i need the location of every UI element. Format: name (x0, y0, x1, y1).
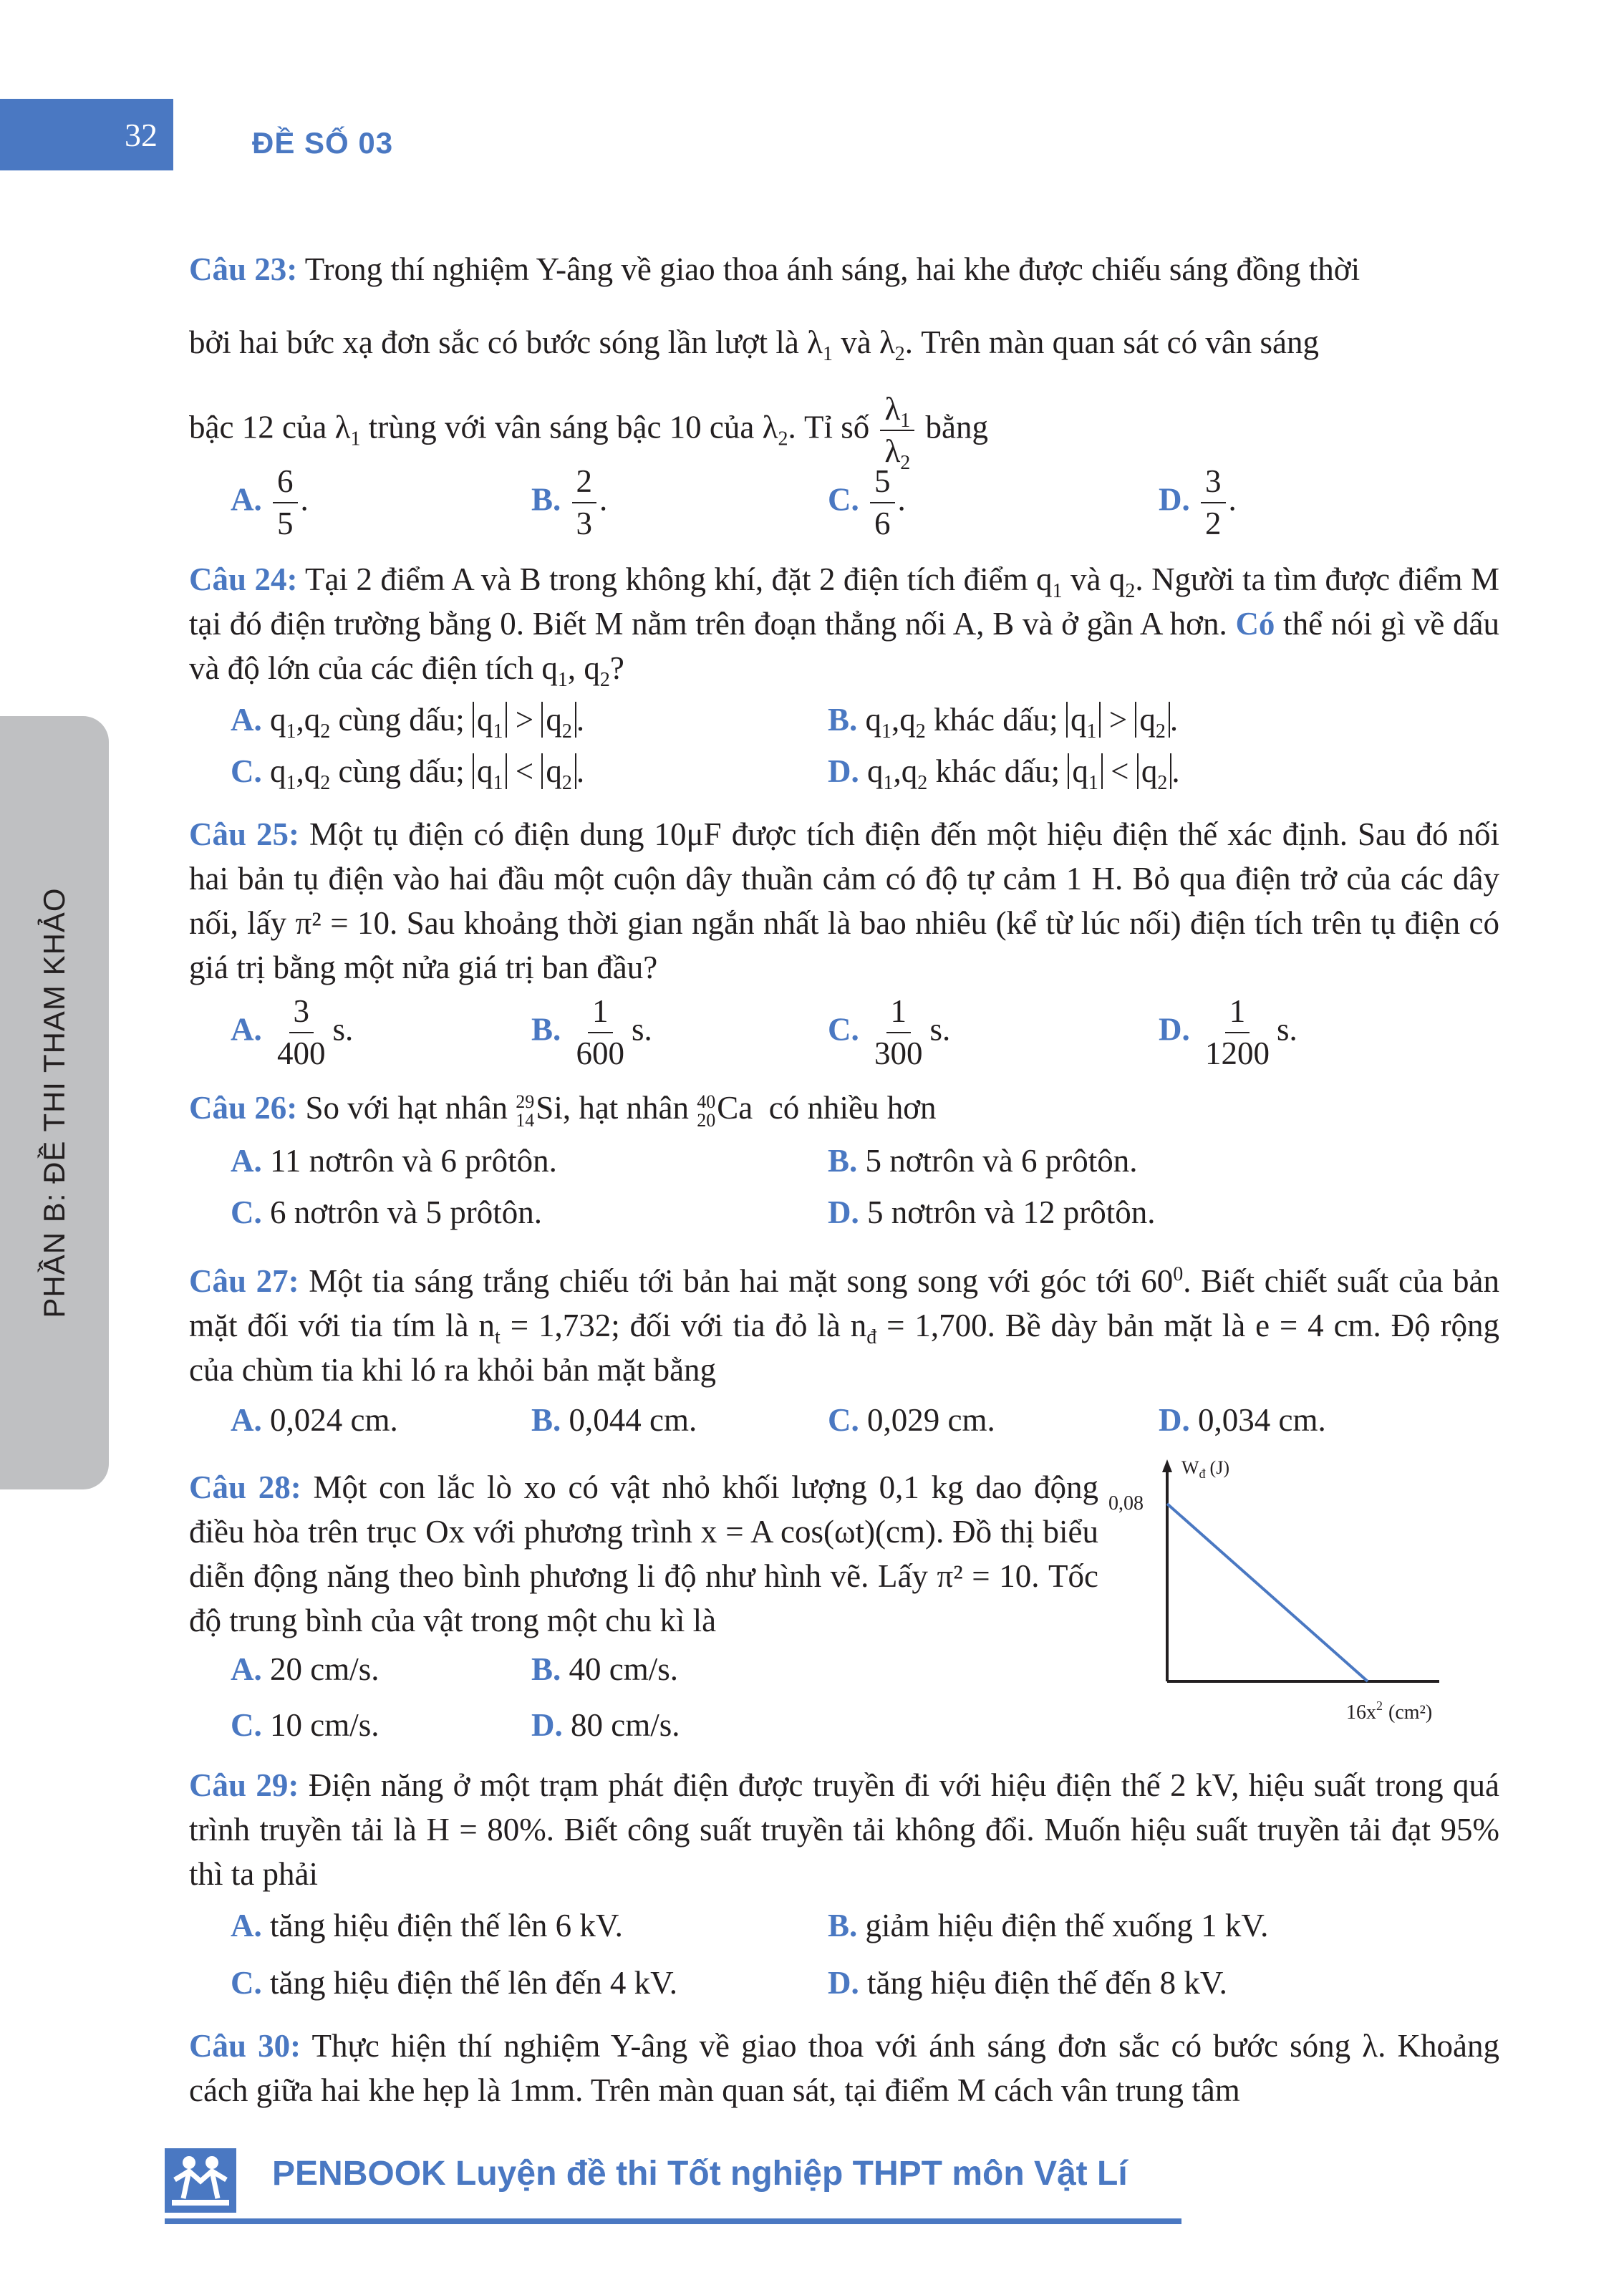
mass-number: 40 (697, 1091, 716, 1112)
option-text: 0,024 cm. (270, 1402, 398, 1438)
question-label: Câu 27: (189, 1263, 299, 1299)
option-label: C. (828, 481, 859, 518)
option-label: A. (231, 1011, 262, 1048)
option-text: 10 cm/s. (270, 1707, 380, 1743)
option-text: tăng hiệu điện thế lên 6 kV. (270, 1908, 623, 1943)
atomic-number: 20 (697, 1109, 716, 1131)
option-label: B. (531, 1011, 561, 1048)
option-label: A. (231, 1651, 262, 1687)
y-axis-label: $W_đ$ (J) (1181, 1457, 1229, 1481)
q26-option-a[interactable] (231, 1139, 557, 1183)
lambda-symbol: λ (884, 433, 901, 469)
question-26 (189, 1086, 1499, 1130)
unit: s. (632, 1011, 652, 1048)
element-symbol: Ca (717, 1090, 753, 1126)
q27-option-a[interactable] (231, 1398, 398, 1442)
question-text: trùng với vân sáng bậc 10 của (368, 409, 755, 445)
question-text: thể nói gì về dấu và độ lớn của các điện tích q (189, 606, 1500, 686)
option-label: A. (231, 702, 262, 738)
fraction-denominator: 300 (874, 1035, 923, 1071)
option-text: 0,029 cm. (867, 1402, 995, 1438)
question-text: . Trên màn quan sát có vân sáng (904, 324, 1320, 360)
q23-option-a[interactable]: A. $\frac{6}{5}$ . (231, 463, 309, 541)
q27-option-b[interactable] (531, 1398, 697, 1442)
footer-title: PENBOOK Luyện đề thi Tốt nghiệp THPT môn Vật Lí (272, 2155, 1128, 2193)
question-text: bởi hai bức xạ đơn sắc có bước sóng lần lượt là (189, 324, 799, 360)
question-label: Câu 24: (189, 561, 298, 597)
option-label: B. (531, 1651, 561, 1687)
q23-option-c[interactable]: C. $\frac{5}{6}$ . (828, 463, 906, 541)
kinetic-energy-graph (1103, 1454, 1504, 1740)
question-text: và (841, 324, 871, 360)
fraction-numerator: 3 (1201, 465, 1226, 503)
question-text: Một tia sáng trắng chiếu tới bản hai mặt song song với góc tới 60 (309, 1263, 1174, 1299)
question-text: Điện năng ở một trạm phát điện được truyền đi với hiệu điện thế 2 kV, hiệu suất trong quá trình truyền tải là H = 80%. Biết công suất truyền tải không đổi. Muốn hiệu suất truyền tải đạt 95% thì ta phải (189, 1767, 1500, 1892)
y-axis-arrow (1162, 1459, 1172, 1472)
option-text: 11 nơtrôn và 6 prôtôn. (270, 1143, 557, 1179)
footer-divider (165, 2218, 1181, 2224)
question-label: Câu 23: (189, 251, 298, 287)
subscript: t (495, 1326, 501, 1348)
subscript: 1 (900, 410, 911, 432)
option-label: D. (828, 753, 859, 789)
option-text: 6 nơtrôn và 5 prôtôn. (270, 1194, 542, 1230)
fraction-numerator: 6 (273, 465, 298, 503)
option-text: tăng hiệu điện thế lên đến 4 kV. (270, 1965, 678, 2001)
option-text: 0,034 cm. (1198, 1402, 1326, 1438)
q27-option-d[interactable] (1159, 1398, 1326, 1442)
equation: x = A cos(ωt)(cm) (700, 1514, 936, 1550)
q28-option-b[interactable] (531, 1647, 678, 1691)
unit: s. (332, 1011, 354, 1048)
option-label: C. (231, 1194, 262, 1230)
option-label: C. (828, 1011, 859, 1048)
element-symbol: Si (536, 1090, 563, 1126)
lambda-symbol: λ (807, 324, 823, 360)
option-text: 0,044 cm. (569, 1402, 697, 1438)
question-text: bậc 12 của (189, 409, 327, 445)
option-text: 40 cm/s. (569, 1651, 679, 1687)
question-text: Trong thí nghiệm Y-âng về giao thoa ánh sáng, hai khe được chiếu sáng đồng thời (304, 251, 1360, 287)
option-text: cùng dấu; (338, 702, 465, 738)
q25-option-b[interactable] (531, 995, 652, 1070)
question-text: . Sau khoảng thời gian ngắn nhất là bao nhiêu (kể từ lúc nối) điện tích trên tụ điện có giá trị bằng một nửa giá trị ban đầu? (189, 905, 1500, 985)
q25-option-a[interactable] (231, 995, 353, 1070)
question-text: có nhiều hơn (768, 1090, 937, 1126)
question-label: Câu 26: (189, 1090, 298, 1126)
q24-option-b[interactable]: B. $q_1,q_2$ khác dấu; $q_1 > q_2$ . (828, 702, 1179, 743)
question-text: . Biết chiết suất của bản mặt đối với tia tím là (189, 1263, 1499, 1343)
question-27 (189, 1259, 1499, 1392)
question-text: ? (609, 650, 624, 686)
q29-option-b[interactable] (828, 1903, 1268, 1948)
fraction-denominator: 5 (277, 506, 294, 541)
option-text: 5 nơtrôn và 12 prôtôn. (867, 1194, 1156, 1230)
q24-option-c[interactable]: C. $q_1,q_2$ cùng dấu; $q_1 < q_2$ . (231, 753, 585, 794)
q24-option-d[interactable]: D. $q_1,q_2$ khác dấu; $q_1 < q_2$ . (828, 753, 1180, 794)
page-number: 32 (125, 116, 158, 153)
q25-option-c[interactable] (828, 995, 950, 1070)
q26-option-d[interactable] (828, 1190, 1156, 1235)
question-25 (189, 812, 1499, 990)
fraction-denominator: 600 (576, 1035, 625, 1071)
option-text: khác dấu; (934, 702, 1058, 738)
option-label: B. (828, 702, 858, 738)
option-label: C. (231, 1965, 262, 2001)
ca-isotope (697, 1093, 715, 1130)
option-text: 80 cm/s. (571, 1707, 680, 1743)
question-text: Tại 2 điểm A và B trong không khí, đặt 2 điện tích điểm q (305, 561, 1053, 597)
q28-option-a[interactable] (231, 1647, 380, 1691)
x-axis-label: $16x^2$ (cm²) (1346, 1699, 1433, 1724)
si-isotope (516, 1093, 534, 1130)
penbook-logo-icon (165, 2148, 236, 2213)
q29-option-a[interactable] (231, 1903, 623, 1948)
relation: < (1111, 753, 1129, 789)
subscript: 1 (350, 428, 361, 450)
lambda-symbol: λ (879, 324, 895, 360)
subscript: 2 (894, 343, 905, 365)
question-29 (189, 1763, 1499, 1896)
question-text: . Tỉ số (788, 409, 870, 445)
pi-equation: π² = 10 (295, 905, 390, 941)
fraction-numerator: 1 (886, 995, 912, 1033)
option-label: C. (231, 1707, 262, 1743)
fraction-denominator: 2 (1205, 506, 1222, 541)
unit: s. (929, 1011, 951, 1048)
fraction-numerator: 1 (1225, 995, 1250, 1033)
option-text: khác dấu; (935, 753, 1060, 789)
fraction-numerator: 1 (588, 995, 613, 1033)
question-24: Câu 24: Tại 2 điểm A và B trong không khí, đặt 2 điện tích điểm $q_1$ và $q_2$. Người ta tìm được điểm M tại đó điện trường bằng 0. Biết M nằm trên đoạn thẳng nối A, B và ở gần A hơn. Có thể nói gì về dấu và độ lớn của các điện tích $q_1$, $q_2$? (189, 561, 1500, 691)
q28-option-d[interactable] (531, 1703, 680, 1747)
option-label: C. (828, 1402, 859, 1438)
option-label: C. (231, 753, 262, 789)
option-label: B. (531, 481, 561, 518)
question-text: . Người ta tìm được điểm M tại đó điện trường bằng 0. Biết M nằm trên đoạn thẳng nối A, B và ở gần A hơn. (189, 561, 1499, 642)
question-23 (189, 247, 1499, 474)
lambda-symbol: λ (884, 391, 901, 427)
question-text: và q (1070, 561, 1126, 597)
option-label: D. (828, 1965, 859, 2001)
question-label: Câu 28: (189, 1469, 301, 1505)
question-text: ; đối với tia đỏ là n (611, 1308, 867, 1343)
question-label: Câu 29: (189, 1767, 299, 1803)
option-text: 5 nơtrôn và 6 prôtôn. (865, 1143, 1138, 1179)
fraction-denominator: 1200 (1205, 1035, 1270, 1071)
q29-option-d[interactable] (828, 1961, 1227, 2005)
question-text: Một con lắc lò xo có vật nhỏ khối lượng 0,1 kg dao động điều hòa trên trục Ox với phương trình (189, 1469, 1099, 1550)
energy-line (1167, 1504, 1368, 1681)
option-label: B. (531, 1402, 561, 1438)
side-label: PHẦN B: ĐỀ THI THAM KHẢO (37, 887, 71, 1318)
option-text: tăng hiệu điện thế đến 8 kV. (867, 1965, 1227, 2001)
question-text: bằng (925, 409, 989, 445)
question-text: So với hạt nhân (305, 1090, 508, 1126)
q23-option-b[interactable]: B. $\frac{2}{3}$ . (531, 463, 608, 541)
index-value: = 1,732 (510, 1308, 612, 1343)
q26-option-c[interactable] (231, 1190, 542, 1235)
question-label: Câu 30: (189, 2028, 301, 2064)
question-text: Có (1235, 606, 1275, 642)
fraction-numerator: 3 (289, 995, 314, 1033)
option-text: 20 cm/s. (270, 1651, 380, 1687)
question-text: . Tốc độ trung bình của vật trong một chu kì là (189, 1558, 1099, 1638)
option-text: cùng dấu; (338, 753, 465, 789)
fraction-numerator: 5 (870, 465, 895, 503)
option-label: A. (231, 1143, 262, 1179)
fraction-denominator: 3 (576, 506, 593, 541)
option-label: A. (231, 481, 262, 518)
q29-option-c[interactable] (231, 1961, 677, 2005)
fraction-denominator: 6 (874, 506, 891, 541)
relation: < (515, 753, 534, 789)
question-text: . Đồ thị biểu diễn động năng theo bình phương li độ như hình vẽ. Lấy (189, 1514, 1099, 1594)
option-label: D. (1159, 1011, 1190, 1048)
question-text: , q (567, 650, 600, 686)
pi-equation: π² = 10 (937, 1558, 1032, 1594)
subscript: 2 (778, 428, 788, 450)
q28-option-c[interactable] (231, 1703, 380, 1747)
question-text: , hạt nhân (562, 1090, 690, 1126)
page-number-box (0, 99, 173, 170)
mass-number: 29 (516, 1091, 535, 1112)
fraction-numerator: 2 (572, 465, 597, 503)
option-label: B. (828, 1908, 858, 1943)
relation: > (1108, 702, 1128, 738)
option-label: B. (828, 1143, 858, 1179)
question-label: Câu 25: (189, 816, 300, 852)
lambda-ratio (880, 391, 914, 474)
option-label: D. (1159, 1402, 1190, 1438)
subscript: đ (866, 1326, 877, 1348)
q24-option-a[interactable]: A. $q_1,q_2$ cùng dấu; $q_1 > q_2$ . (231, 702, 585, 743)
option-label: D. (1159, 481, 1190, 518)
option-label: D. (531, 1707, 563, 1743)
atomic-number: 14 (516, 1109, 535, 1131)
q27-option-c[interactable] (828, 1398, 995, 1442)
y-value-label: 0,08 (1108, 1492, 1144, 1515)
q23-option-d[interactable]: D. $\frac{3}{2}$ . (1159, 463, 1237, 541)
q25-option-d[interactable] (1159, 995, 1297, 1070)
question-text: Một tụ điện có điện dung 10μF được tích điện đến một hiệu điện thế xác định. Sau đó nối hai bản tụ điện vào hai đầu một cuộn dây thuần cảm có độ tự cảm 1 H. Bỏ qua điện trở của các dây nối, lấy (189, 816, 1500, 941)
option-label: A. (231, 1402, 262, 1438)
exam-title: ĐỀ SỐ 03 (252, 126, 394, 160)
question-text: = 1,700. Bề dày bản mặt là e = 4 cm. Độ rộng của chùm tia khi ló ra khỏi bản mặt bằng (189, 1308, 1500, 1388)
question-text: Thực hiện thí nghiệm Y-âng về giao thoa với ánh sáng đơn sắc có bước sóng λ. Khoảng cách giữa hai khe hẹp là 1mm. Trên màn quan sát, tại điểm M cách vân trung tâm (189, 2028, 1499, 2108)
unit: s. (1277, 1011, 1297, 1048)
lambda-symbol: λ (762, 409, 778, 445)
q26-option-b[interactable] (828, 1139, 1138, 1183)
subscript: 1 (822, 343, 833, 365)
relation: > (515, 702, 534, 738)
option-text: giảm hiệu điện thế xuống 1 kV. (865, 1908, 1269, 1943)
index-symbol: n (478, 1308, 496, 1343)
question-28 (189, 1465, 1098, 1643)
degree: 0 (1173, 1263, 1184, 1285)
option-label: D. (828, 1194, 859, 1230)
lambda-symbol: λ (334, 409, 351, 445)
option-label: A. (231, 1908, 262, 1943)
subscript: 2 (900, 452, 911, 474)
question-30 (189, 2024, 1499, 2112)
fraction-denominator: 400 (277, 1035, 326, 1071)
